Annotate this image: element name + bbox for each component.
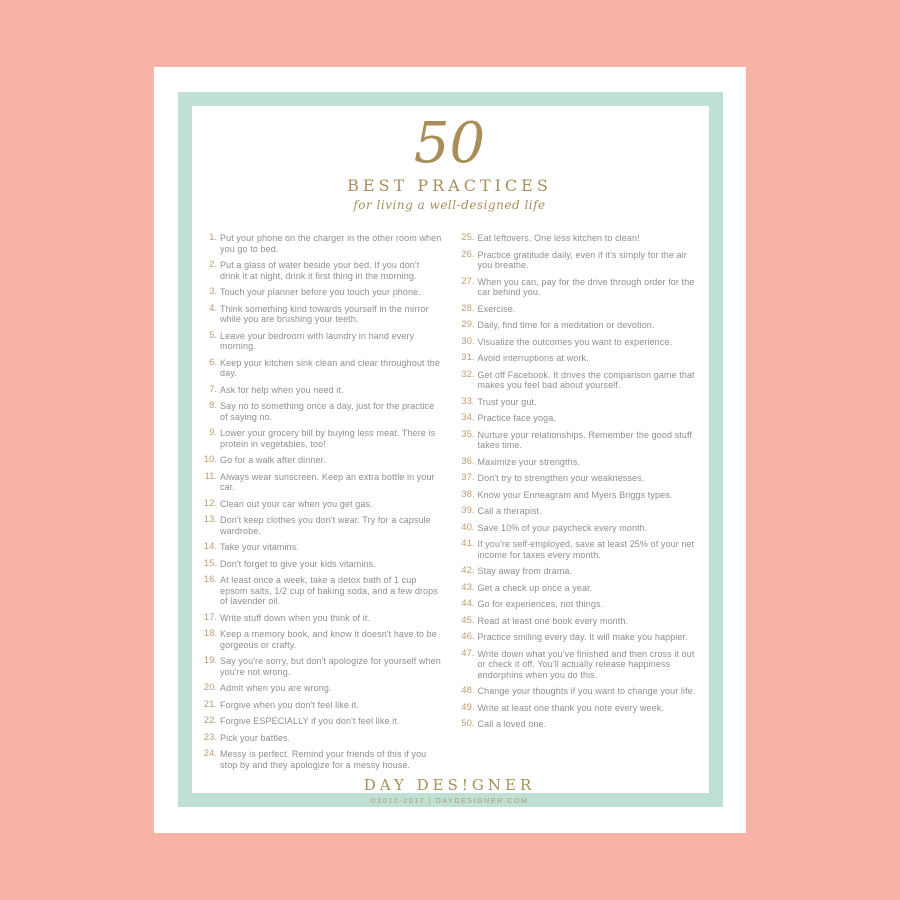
list-item bbox=[200, 700, 442, 711]
item-number: 17. bbox=[203, 611, 217, 623]
list-item bbox=[458, 490, 700, 501]
item-number: 31. bbox=[461, 352, 475, 363]
poster-footer bbox=[364, 776, 536, 805]
list-item bbox=[458, 277, 700, 298]
list-item bbox=[200, 716, 442, 727]
item-text: Know your Enneagram and Myers Briggs types. bbox=[477, 489, 673, 500]
item-text: Lower your grocery bill by buying less meat. There is protein in vegetables, too! bbox=[220, 428, 436, 449]
list-item bbox=[458, 430, 700, 451]
item-number: 2. bbox=[209, 259, 217, 270]
list-item bbox=[200, 542, 442, 553]
item-text: Exercise. bbox=[477, 303, 516, 314]
item-text: Nurture your relationships. Remember the good stuff takes time. bbox=[477, 429, 693, 450]
list-item bbox=[458, 703, 700, 714]
copyright-text: ©2012-2017 | DAYDESIGNER.COM bbox=[370, 798, 529, 805]
item-number: 37. bbox=[461, 472, 475, 483]
item-number: 6. bbox=[209, 356, 217, 368]
item-number: 38. bbox=[461, 488, 475, 500]
list-item bbox=[458, 632, 700, 643]
item-number: 24. bbox=[203, 748, 217, 759]
list-item bbox=[200, 499, 442, 510]
item-number: 48. bbox=[461, 685, 475, 696]
item-number: 5. bbox=[209, 329, 217, 341]
list-item bbox=[200, 749, 442, 770]
item-text: Keep your kitchen sink clean and clear throughout the day. bbox=[220, 357, 440, 378]
list-item bbox=[200, 358, 442, 379]
item-text: Pick your battles. bbox=[220, 732, 291, 743]
item-number: 50. bbox=[461, 718, 475, 729]
item-text: Don't forget to give your kids vitamins. bbox=[220, 558, 376, 569]
list-item bbox=[200, 331, 442, 352]
list-item bbox=[200, 304, 442, 325]
item-text: Go for a walk after dinner. bbox=[220, 455, 326, 465]
list-item bbox=[458, 616, 700, 627]
page-title: BEST PRACTICES bbox=[347, 176, 552, 195]
item-text: Get a check up once a year. bbox=[477, 582, 593, 593]
item-text: Say no to something once a day, just for the practice of saying no. bbox=[220, 401, 435, 422]
list-item bbox=[200, 401, 442, 422]
item-text: Write stuff down when you think of it. bbox=[220, 612, 371, 623]
item-number: 29. bbox=[461, 319, 475, 330]
item-number: 25. bbox=[461, 232, 475, 243]
list-item bbox=[458, 250, 700, 271]
item-text: Keep a memory book, and know it doesn't have to be gorgeous or crafty. bbox=[220, 629, 437, 650]
item-text: Leave your bedroom with laundry in hand every morning. bbox=[220, 330, 415, 351]
item-number: 14. bbox=[203, 541, 217, 552]
item-text: Practice gratitude daily, even if it's simply for the air you breathe. bbox=[477, 249, 687, 270]
item-number: 41. bbox=[461, 538, 475, 549]
list-column-left bbox=[200, 233, 442, 776]
item-number: 19. bbox=[203, 655, 217, 666]
item-number: 23. bbox=[203, 731, 217, 743]
item-text: Take your vitamins. bbox=[220, 542, 299, 552]
item-number: 12. bbox=[203, 497, 217, 509]
header-number: 50 bbox=[413, 111, 486, 176]
item-text: Always wear sunscreen. Keep an extra bottle in your car. bbox=[220, 471, 435, 492]
item-number: 40. bbox=[461, 521, 475, 533]
list-item bbox=[458, 457, 700, 468]
item-text: Admit when you are wrong. bbox=[220, 683, 332, 693]
item-text: Read at least one book every month. bbox=[477, 615, 629, 626]
list-item bbox=[200, 683, 442, 694]
list-item bbox=[200, 575, 442, 607]
item-text: Eat leftovers. One less kitchen to clean! bbox=[477, 233, 640, 243]
list-columns bbox=[192, 233, 707, 776]
list-item bbox=[458, 337, 700, 348]
poster-content bbox=[192, 106, 707, 805]
item-text: If you're self-employed, save at least 25% of your net income for taxes every month. bbox=[477, 539, 695, 560]
item-number: 13. bbox=[203, 514, 217, 525]
item-number: 26. bbox=[461, 248, 475, 260]
item-text: Write down what you've finished and then cross it out or check it off. You'll actually release happiness endorphins when you do this. bbox=[477, 648, 695, 680]
list-item bbox=[458, 566, 700, 577]
item-text: Say you're sorry, but don't apologize for yourself when you're not wrong. bbox=[220, 656, 441, 677]
list-item bbox=[458, 539, 700, 560]
item-text: Messy is perfect. Remind your friends of this if you stop by and they apologize for a messy house. bbox=[220, 749, 427, 770]
list-item bbox=[200, 287, 442, 298]
list-item bbox=[458, 473, 700, 484]
list-item bbox=[200, 733, 442, 744]
item-text: At least once a week, take a detox bath of 1 cup epsom salts, 1/2 cup of baking soda, and a few drops of lavender oil. bbox=[220, 575, 438, 606]
list-item bbox=[458, 523, 700, 534]
item-text: Get off Facebook. It drives the comparison game that makes you feel bad about yourself. bbox=[477, 369, 695, 390]
item-text: Write at least one thank you note every week. bbox=[477, 702, 664, 713]
list-item bbox=[458, 686, 700, 697]
list-column-right bbox=[458, 233, 700, 776]
list-item bbox=[458, 353, 700, 364]
item-number: 8. bbox=[209, 400, 217, 411]
item-number: 7. bbox=[209, 383, 217, 395]
page-subtitle: for living a well-designed life bbox=[353, 198, 546, 212]
poster-document bbox=[154, 67, 746, 833]
item-number: 21. bbox=[203, 698, 217, 710]
list-item bbox=[200, 559, 442, 570]
item-number: 32. bbox=[461, 368, 475, 380]
item-number: 1. bbox=[209, 232, 217, 243]
item-number: 46. bbox=[461, 631, 475, 642]
item-text: Put a glass of water beside your bed. If you don't drink it at night, drink it first thing in the morning. bbox=[220, 260, 420, 281]
list-item bbox=[458, 304, 700, 315]
item-number: 47. bbox=[461, 647, 475, 659]
item-text: Daily, find time for a meditation or devotion. bbox=[477, 320, 655, 330]
item-text: Practice smiling every day. It will make you happier. bbox=[477, 632, 688, 642]
list-item bbox=[200, 428, 442, 449]
list-item bbox=[200, 613, 442, 624]
item-text: Touch your planner before you touch your phone. bbox=[220, 287, 421, 297]
list-item bbox=[200, 515, 442, 536]
item-number: 33. bbox=[461, 395, 475, 407]
item-number: 30. bbox=[461, 335, 475, 347]
list-item bbox=[200, 455, 442, 466]
item-text: Clean out your car when you get gas. bbox=[220, 498, 373, 509]
item-number: 28. bbox=[461, 302, 475, 314]
item-number: 42. bbox=[461, 565, 475, 576]
item-number: 44. bbox=[461, 598, 475, 609]
item-number: 3. bbox=[209, 286, 217, 297]
list-item bbox=[458, 397, 700, 408]
item-text: Call a loved one. bbox=[477, 719, 547, 729]
item-text: Trust your gut. bbox=[477, 396, 537, 407]
item-text: Change your thoughts if you want to change your life. bbox=[477, 686, 696, 696]
item-text: Save 10% of your paycheck every month. bbox=[477, 522, 648, 533]
list-item bbox=[458, 583, 700, 594]
item-number: 18. bbox=[203, 628, 217, 639]
item-number: 27. bbox=[461, 275, 475, 287]
item-number: 43. bbox=[461, 581, 475, 593]
item-text: Put your phone on the charger in the other room when you go to bed. bbox=[220, 233, 442, 254]
list-item bbox=[200, 472, 442, 493]
item-text: Avoid interruptions at work. bbox=[477, 353, 589, 363]
list-item bbox=[458, 599, 700, 610]
item-number: 4. bbox=[209, 302, 217, 314]
item-text: Forgive ESPECIALLY if you don't feel like it. bbox=[220, 716, 400, 726]
item-text: Ask for help when you need it. bbox=[220, 384, 344, 395]
brand-logo: DAY DES!GNER bbox=[363, 776, 536, 794]
item-text: Practice face yoga. bbox=[477, 413, 556, 423]
item-text: Don't try to strengthen your weaknesses. bbox=[477, 473, 645, 483]
list-item bbox=[458, 233, 700, 244]
item-number: 16. bbox=[203, 574, 217, 585]
item-number: 11. bbox=[204, 470, 217, 482]
list-item bbox=[458, 370, 700, 391]
list-item bbox=[200, 233, 442, 254]
item-number: 22. bbox=[203, 715, 217, 726]
item-text: Forgive when you don't feel like it. bbox=[220, 699, 359, 710]
item-number: 20. bbox=[203, 682, 217, 693]
item-text: Go for experiences, not things. bbox=[477, 599, 604, 609]
item-number: 15. bbox=[203, 557, 217, 569]
item-number: 45. bbox=[461, 614, 475, 626]
item-number: 9. bbox=[209, 427, 217, 438]
item-number: 35. bbox=[461, 428, 475, 440]
list-item bbox=[200, 656, 442, 677]
item-text: Call a therapist. bbox=[477, 506, 542, 516]
list-item bbox=[200, 629, 442, 650]
list-item bbox=[458, 413, 700, 424]
item-text: When you can, pay for the drive through order for the car behind you. bbox=[477, 276, 695, 297]
item-text: Think something kind towards yourself in the mirror while you are brushing your teeth. bbox=[220, 303, 429, 324]
item-text: Visualize the outcomes you want to experience. bbox=[477, 336, 673, 347]
item-number: 36. bbox=[461, 455, 475, 467]
list-item bbox=[458, 506, 700, 517]
item-number: 49. bbox=[461, 701, 475, 713]
list-item bbox=[200, 385, 442, 396]
list-item bbox=[458, 649, 700, 681]
list-item bbox=[458, 320, 700, 331]
item-text: Stay away from drama. bbox=[477, 566, 573, 576]
item-number: 34. bbox=[461, 412, 475, 423]
item-text: Maximize your strengths. bbox=[477, 456, 580, 467]
list-item bbox=[200, 260, 442, 281]
item-number: 10. bbox=[203, 454, 217, 465]
item-number: 39. bbox=[461, 505, 475, 516]
list-item bbox=[458, 719, 700, 730]
item-text: Don't keep clothes you don't wear. Try for a capsule wardrobe. bbox=[220, 515, 431, 536]
